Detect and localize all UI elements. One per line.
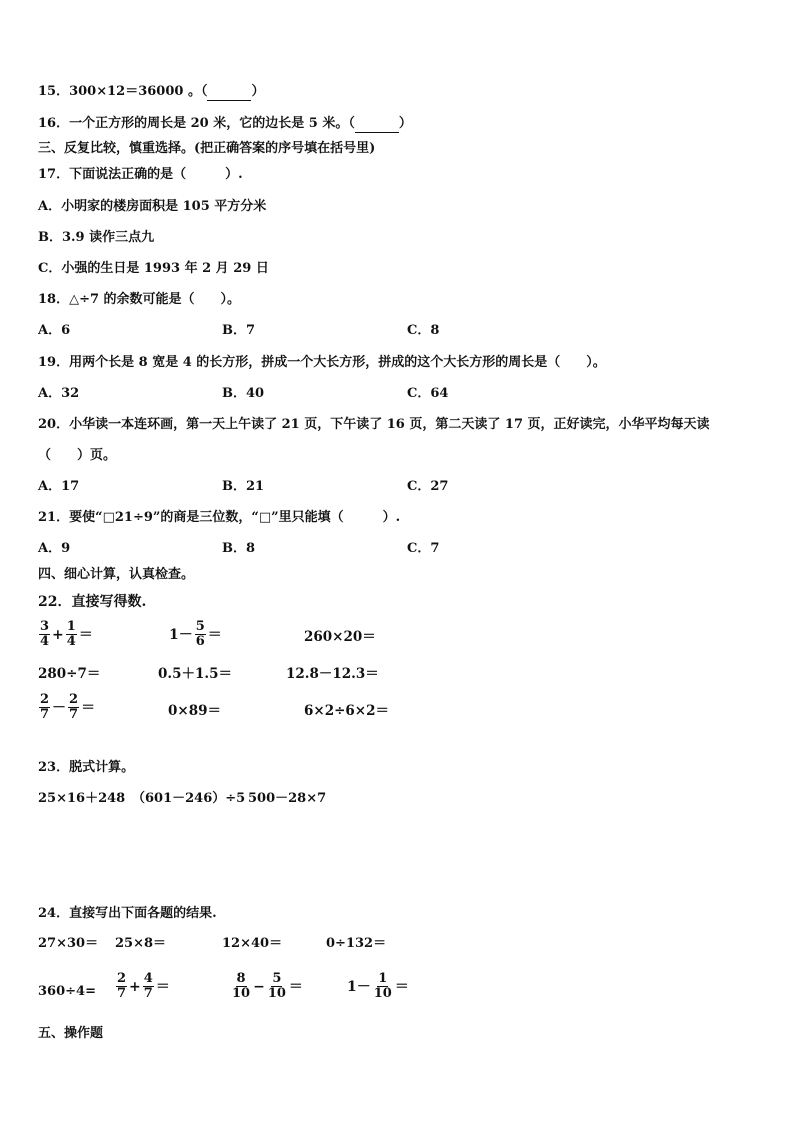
question-15-text: 15．300×12＝36000 。（ bbox=[38, 84, 208, 99]
question-17-stem: 17．下面说法正确的是（ ）. bbox=[38, 167, 243, 182]
question-20-option-c[interactable]: C．27 bbox=[407, 479, 449, 494]
question-16: 16．一个正方形的周长是 20 米，它的边长是 5 米。（ ） bbox=[38, 116, 412, 131]
q24-expr-8: 1－ $\frac{1}{10}$ ＝ bbox=[347, 971, 409, 1001]
fraction: $\frac{2}{7}$ bbox=[40, 692, 50, 722]
fraction: $\frac{2}{7}$ bbox=[117, 971, 127, 1001]
q22-expr-5: 0.5＋1.5＝ bbox=[158, 666, 232, 682]
fraction: $\frac{1}{4}$ bbox=[66, 619, 76, 649]
q24-expr-3: 12×40＝ bbox=[222, 936, 283, 951]
question-17-option-c[interactable]: C．小强的生日是 1993 年 2 月 29 日 bbox=[38, 261, 269, 276]
answer-blank[interactable] bbox=[207, 84, 251, 101]
question-22-title: 22．直接写得数. bbox=[38, 594, 147, 610]
question-19-option-c[interactable]: C．64 bbox=[407, 386, 449, 401]
section-4-heading: 四、细心计算，认真检查。 bbox=[38, 567, 195, 582]
question-21-stem: 21．要使“□21÷9”的商是三位数，“□”里只能填（ ）. bbox=[38, 510, 401, 525]
question-20-stem: 20．小华读一本连环画，第一天上午读了 21 页，下午读了 16 页，第二天读了 17 页，正好读完，小华平均每天读 bbox=[38, 417, 710, 432]
question-19-stem: 19．用两个长是 8 宽是 4 的长方形，拼成一个大长方形，拼成的这个大长方形的周长是（ ）。 bbox=[38, 355, 606, 370]
q24-expr-4: 0÷132＝ bbox=[326, 936, 387, 951]
q24-expr-6: $\frac{2}{7}$ + $\frac{4}{7}$ ＝ bbox=[117, 971, 170, 1001]
question-23-title: 23．脱式计算。 bbox=[38, 760, 135, 775]
q22-expr-4: 280÷7＝ bbox=[38, 666, 101, 682]
question-24-title: 24．直接写出下面各题的结果. bbox=[38, 906, 217, 921]
question-20-option-b[interactable]: B．21 bbox=[222, 479, 265, 494]
section-3-heading: 三、反复比较，慎重选择。(把正确答案的序号填在括号里) bbox=[38, 141, 376, 156]
question-18-option-c[interactable]: C．8 bbox=[407, 323, 440, 338]
question-21-option-b[interactable]: B．8 bbox=[222, 541, 256, 556]
fraction: $\frac{5}{6}$ bbox=[195, 619, 205, 649]
q22-expr-2: 1－ $\frac{5}{6}$ ＝ bbox=[169, 619, 222, 649]
question-19-option-b[interactable]: B．40 bbox=[222, 386, 265, 401]
fraction: $\frac{4}{7}$ bbox=[143, 971, 153, 1001]
section-5-heading: 五、操作题 bbox=[38, 1026, 104, 1041]
q23-expr-1: 25×16＋248 bbox=[38, 791, 126, 806]
fraction: $\frac{8}{10}$ bbox=[232, 971, 251, 1001]
question-20-stem-continued: （ ）页。 bbox=[38, 448, 117, 463]
q23-expr-2: （601－246）÷5 bbox=[132, 791, 246, 806]
q24-expr-7: $\frac{8}{10}$ − $\frac{5}{10}$ ＝ bbox=[232, 971, 303, 1001]
q22-expr-7: $\frac{2}{7}$ － $\frac{2}{7}$ ＝ bbox=[40, 692, 96, 722]
question-18-option-b[interactable]: B．7 bbox=[222, 323, 256, 338]
fraction: $\frac{3}{4}$ bbox=[40, 619, 50, 649]
q22-expr-9: 6×2÷6×2＝ bbox=[304, 703, 390, 719]
question-20-option-a[interactable]: A．17 bbox=[38, 479, 80, 494]
q22-expr-8: 0×89＝ bbox=[168, 703, 221, 719]
question-17-option-b[interactable]: B．3.9 读作三点九 bbox=[38, 230, 155, 245]
answer-blank[interactable] bbox=[355, 116, 399, 133]
question-21-option-a[interactable]: A．9 bbox=[38, 541, 71, 556]
q23-expr-3: 500－28×7 bbox=[248, 791, 327, 806]
q22-expr-3: 260×20＝ bbox=[304, 629, 376, 645]
fraction: $\frac{1}{10}$ bbox=[373, 971, 392, 1001]
q24-expr-1: 27×30＝ bbox=[38, 936, 99, 951]
q22-expr-1: $\frac{3}{4}$ + $\frac{1}{4}$ ＝ bbox=[40, 619, 93, 649]
fraction: $\frac{2}{7}$ bbox=[69, 692, 79, 722]
q22-expr-6: 12.8－12.3＝ bbox=[286, 666, 379, 682]
question-15: 15．300×12＝36000 。（ ） bbox=[38, 84, 265, 99]
question-17-option-a[interactable]: A．小明家的楼房面积是 105 平方分米 bbox=[38, 199, 267, 214]
fraction: $\frac{5}{10}$ bbox=[267, 971, 286, 1001]
q24-expr-5: 360÷4= bbox=[38, 984, 96, 999]
q24-expr-2: 25×8＝ bbox=[115, 936, 167, 951]
question-18-stem: 18．△÷7 的余数可能是（ ）。 bbox=[38, 292, 241, 307]
question-18-option-a[interactable]: A．6 bbox=[38, 323, 71, 338]
question-16-text: 16．一个正方形的周长是 20 米，它的边长是 5 米。（ bbox=[38, 116, 355, 131]
question-19-option-a[interactable]: A．32 bbox=[38, 386, 80, 401]
question-21-option-c[interactable]: C．7 bbox=[407, 541, 440, 556]
